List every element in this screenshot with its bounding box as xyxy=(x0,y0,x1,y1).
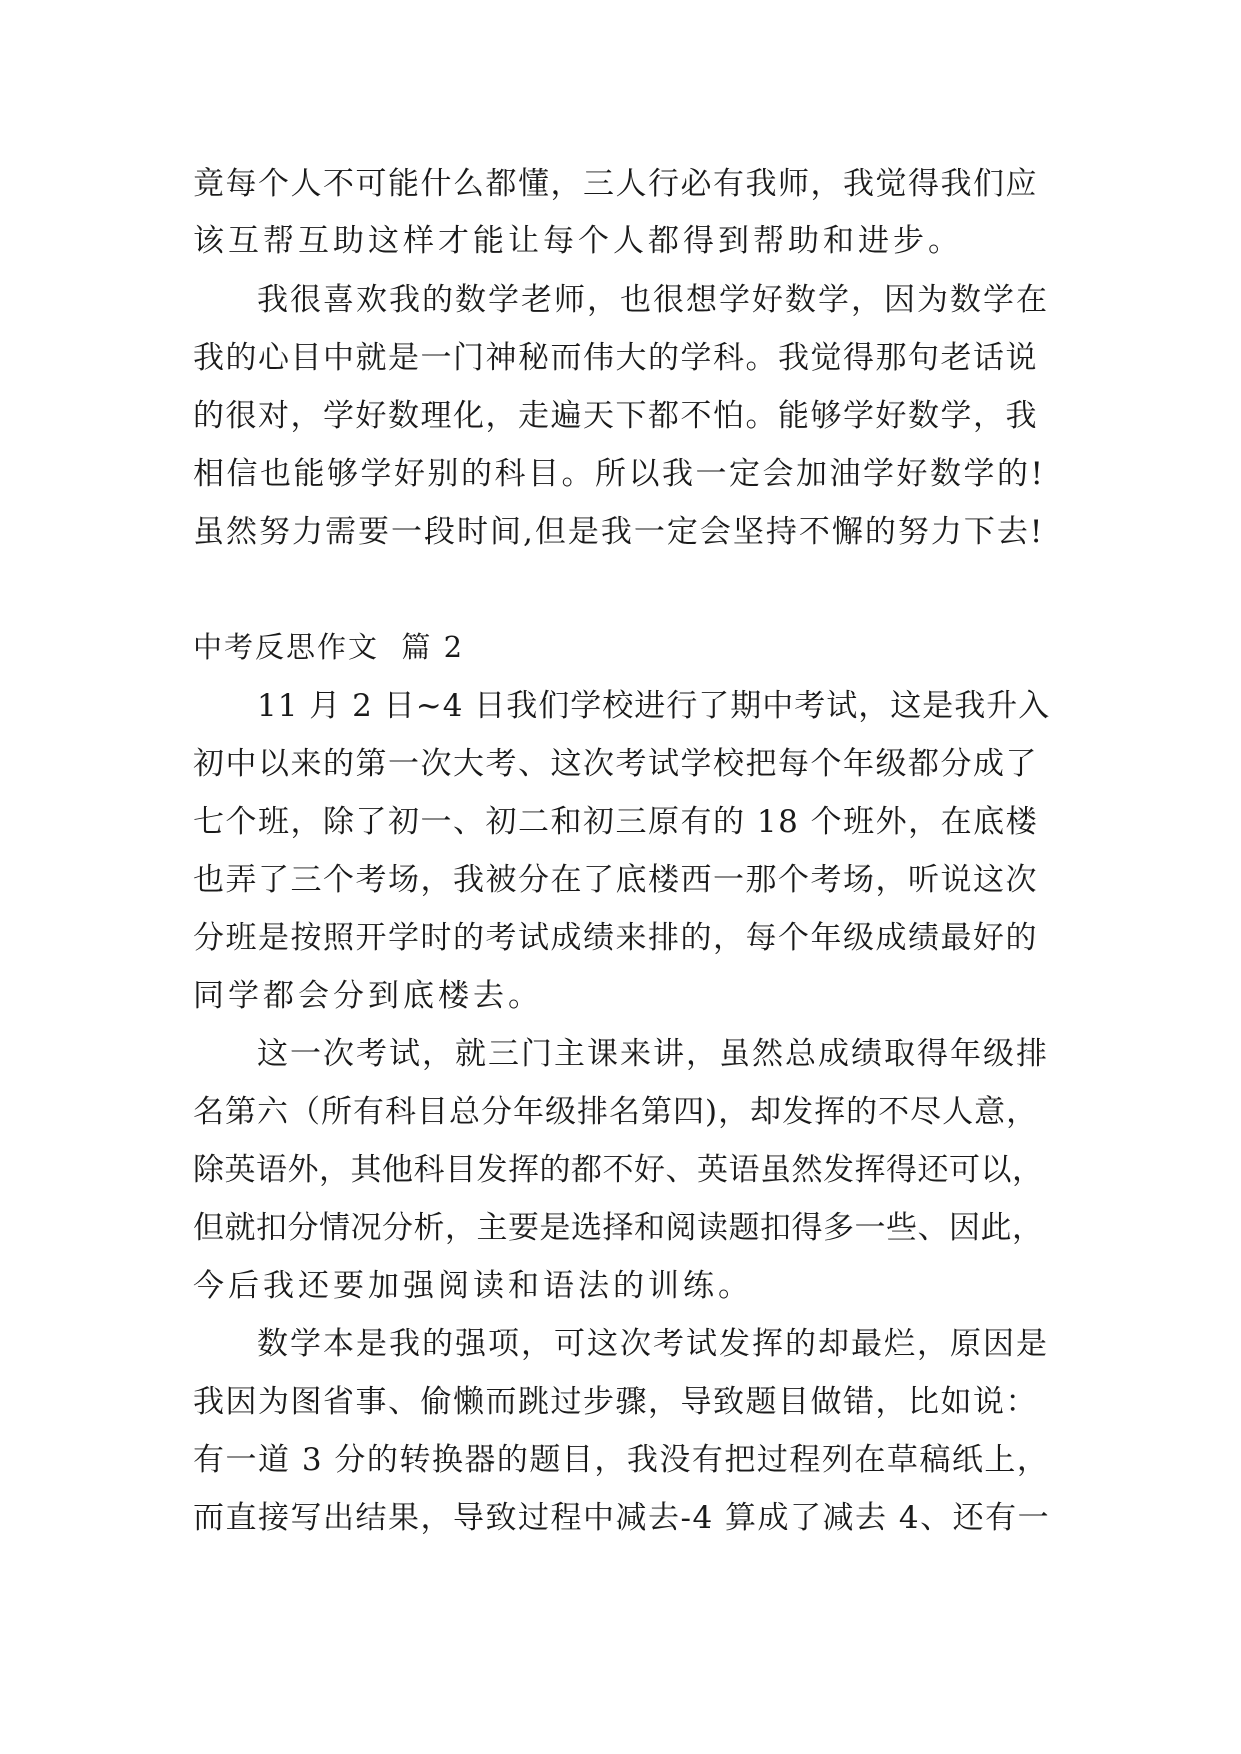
text-line: 也弄了三个考场，我被分在了底楼西一那个考场，听说这次 xyxy=(193,862,1038,898)
section-heading: 中考反思作文 篇 2 xyxy=(193,630,465,664)
text-line: 分班是按照开学时的考试成绩来排的，每个年级成绩最好的 xyxy=(193,920,1038,956)
text-line: 而直接写出结果，导致过程中减去-4 算成了减去 4、还有一 xyxy=(193,1500,1051,1536)
text-line: 我的心目中就是一门神秘而伟大的学科。我觉得那句老话说 xyxy=(193,340,1038,376)
text-line: 名第六（所有科目总分年级排名第四)，却发挥的不尽人意， xyxy=(193,1094,1039,1130)
text-line: 竟每个人不可能什么都懂，三人行必有我师，我觉得我们应 xyxy=(193,166,1038,202)
text-line: 今后我还要加强阅读和语法的训练。 xyxy=(193,1268,753,1304)
text-line: 11 月 2 日~4 日我们学校进行了期中考试，这是我升入 xyxy=(257,688,1051,724)
text-line: 除英语外，其他科目发挥的都不好、英语虽然发挥得还可以， xyxy=(193,1152,1044,1188)
text-line: 该互帮互助这样才能让每个人都得到帮助和进步。 xyxy=(193,223,963,259)
text-line: 同学都会分到底楼去。 xyxy=(193,978,543,1014)
text-line: 虽然努力需要一段时间,但是我一定会坚持不懈的努力下去! xyxy=(193,514,1045,550)
text-line: 有一道 3 分的转换器的题目，我没有把过程列在草稿纸上， xyxy=(193,1442,1050,1478)
text-line: 七个班，除了初一、初二和初三原有的 18 个班外，在底楼 xyxy=(193,804,1039,840)
text-line: 的很对，学好数理化，走遍天下都不怕。能够学好数学，我 xyxy=(193,398,1038,434)
text-line: 相信也能够学好别的科目。所以我一定会加油学好数学的! xyxy=(193,456,1046,492)
text-line: 这一次考试，就三门主课来讲，虽然总成绩取得年级排 xyxy=(257,1036,1049,1072)
text-line: 初中以来的第一次大考、这次考试学校把每个年级都分成了 xyxy=(193,746,1038,782)
text-line: 数学本是我的强项，可这次考试发挥的却最烂，原因是 xyxy=(257,1326,1049,1362)
text-line: 我很喜欢我的数学老师，也很想学好数学，因为数学在 xyxy=(257,282,1049,318)
text-line: 我因为图省事、偷懒而跳过步骤，导致题目做错，比如说： xyxy=(193,1384,1038,1420)
text-line: 但就扣分情况分析，主要是选择和阅读题扣得多一些、因此， xyxy=(193,1210,1044,1246)
